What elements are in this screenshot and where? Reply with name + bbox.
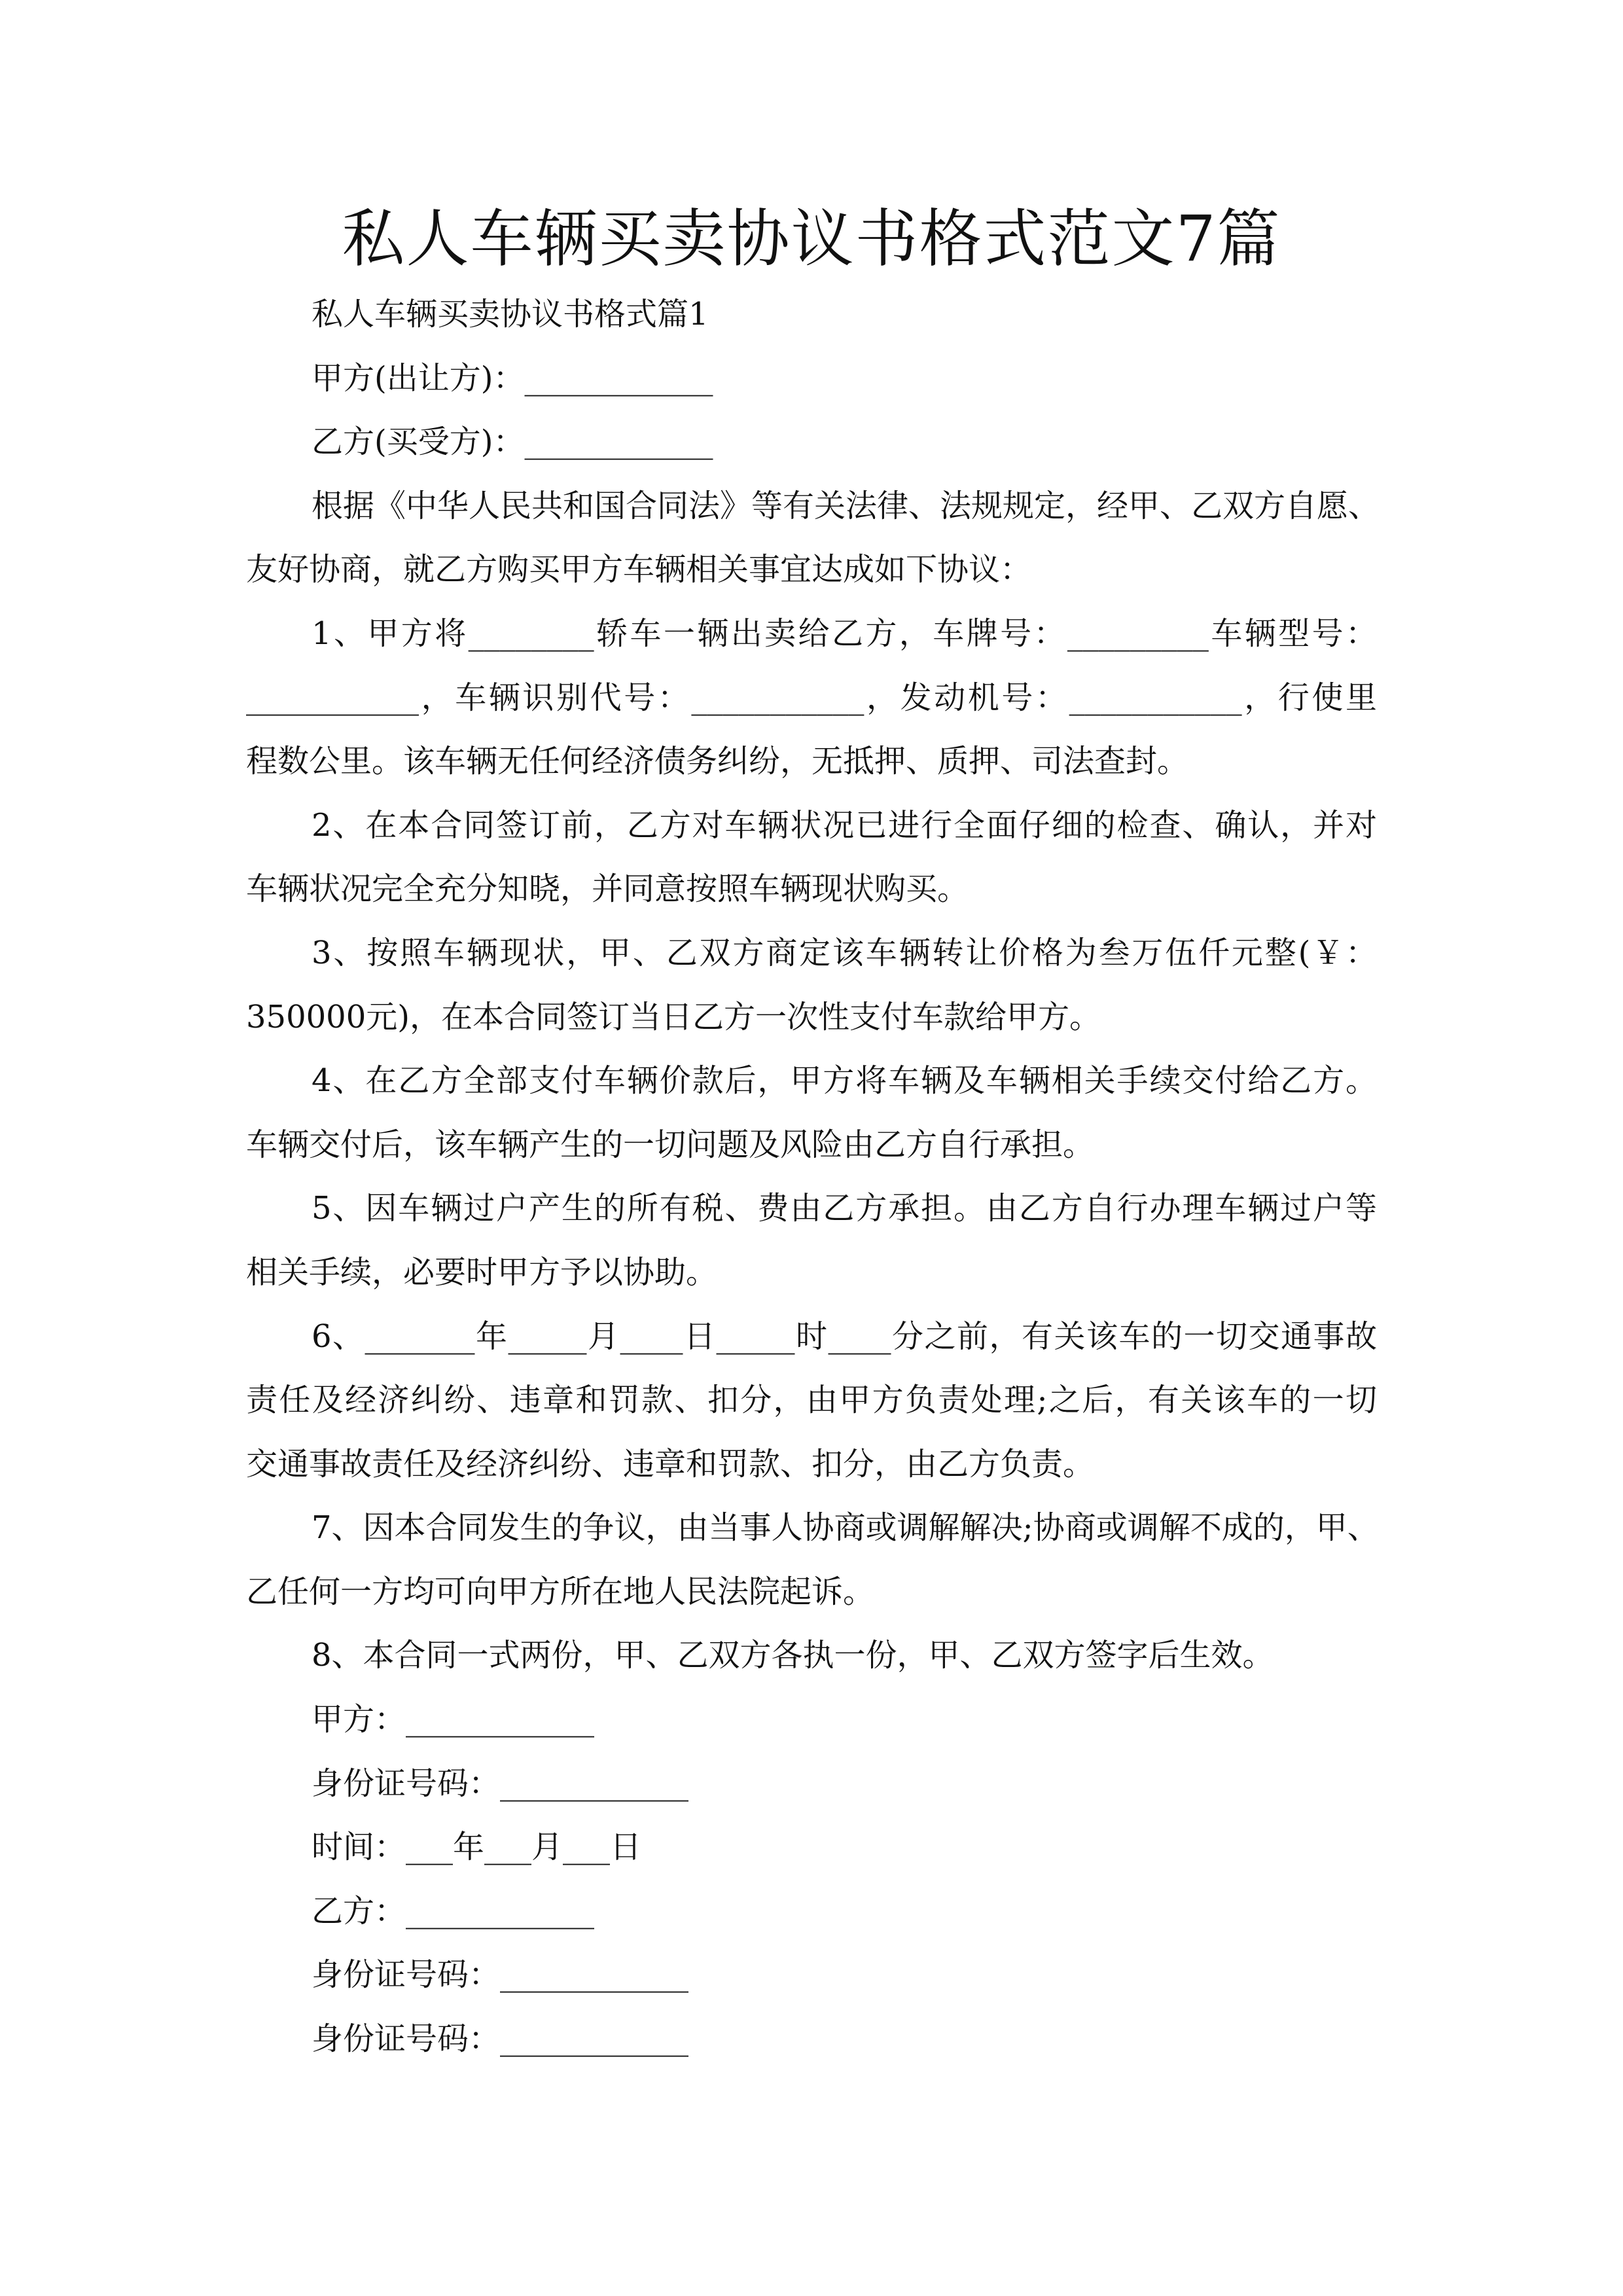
document-title: 私人车辆买卖协议书格式范文7篇: [342, 202, 1281, 276]
paragraph: [246, 475, 1380, 602]
paragraph: [246, 1880, 1377, 1944]
paragraph-line: 3、按照车辆现状，甲、乙双方商定该车辆转让价格为叁万伍仟元整(￥：: [312, 934, 1377, 971]
paragraph: [246, 1688, 1377, 1752]
paragraph-line: 4、在乙方全部支付车辆价款后，甲方将车辆及车辆相关手续交付给乙方。: [312, 1062, 1377, 1100]
paragraph: [246, 347, 1377, 411]
paragraph-line: 身份证号码：____________: [312, 1765, 689, 1802]
paragraph: [246, 410, 1377, 475]
paragraph: [246, 794, 1377, 922]
paragraph-line: 私人车辆买卖协议书格式篇1: [312, 296, 709, 332]
paragraph: [246, 1305, 1377, 1497]
paragraph-line: 车辆交付后，该车辆产生的一切问题及风险由乙方自行承担。: [246, 1126, 1095, 1163]
paragraph-line: 6、_______年_____月____日_____时____分之前，有关该车的一切交通事故: [312, 1318, 1377, 1355]
paragraph-line: 身份证号码：____________: [312, 1956, 689, 1994]
paragraph-line: 程数公里。该车辆无任何经济债务纠纷，无抵押、质押、司法查封。: [246, 743, 1189, 780]
paragraph: [246, 1752, 1377, 1816]
paragraph-line: 交通事故责任及经济纠纷、违章和罚款、扣分，由乙方负责。: [246, 1445, 1095, 1482]
paragraph-line: 1、甲方将________轿车一辆出卖给乙方，车牌号：_________车辆型号：: [312, 615, 1377, 652]
paragraph-line: 相关手续，必要时甲方予以协助。: [246, 1253, 718, 1291]
paragraph-line: 2、在本合同签订前，乙方对车辆状况已进行全面仔细的检查、确认，并对: [312, 806, 1377, 844]
paragraph-line: 5、因车辆过户产生的所有税、费由乙方承担。由乙方自行办理车辆过户等: [312, 1190, 1377, 1227]
document-body: [246, 283, 1380, 2072]
paragraph-line: 乙任何一方均可向甲方所在地人民法院起诉。: [246, 1573, 875, 1610]
paragraph-line: 身份证号码：____________: [312, 2020, 689, 2058]
paragraph: [246, 1624, 1377, 1688]
paragraph-line: 8、本合同一式两份，甲、乙双方各执一份，甲、乙双方签字后生效。: [312, 1637, 1274, 1674]
paragraph: [246, 283, 1377, 347]
paragraph-line: 甲方：____________: [312, 1701, 595, 1738]
paragraph-line: 乙方：____________: [312, 1892, 595, 1929]
paragraph: [246, 922, 1377, 1049]
paragraph: [246, 1049, 1377, 1177]
paragraph-line: 车辆状况完全充分知晓，并同意按照车辆现状购买。: [246, 870, 969, 908]
paragraph-line: 7、因本合同发生的争议，由当事人协商或调解解决;协商或调解不成的，甲、: [312, 1509, 1379, 1547]
paragraph: [246, 2007, 1377, 2072]
paragraph-line: 乙方(买受方)：____________: [312, 423, 713, 461]
paragraph-line: 甲方(出让方)：____________: [312, 359, 713, 397]
paragraph-line: ___________，车辆识别代号：___________，发动机号：___________，行使里: [246, 679, 1377, 716]
paragraph: [246, 602, 1377, 794]
paragraph: [246, 1177, 1377, 1304]
paragraph: [246, 1496, 1377, 1624]
paragraph-line: 责任及经济纠纷、违章和罚款、扣分，由甲方负责处理;之后，有关该车的一切: [246, 1382, 1377, 1419]
paragraph: [246, 1943, 1377, 2007]
paragraph: [246, 1816, 1377, 1880]
paragraph-line: 友好协商，就乙方购买甲方车辆相关事宜达成如下协议：: [246, 551, 1032, 588]
paragraph-line: 根据《中华人民共和国合同法》等有关法律、法规规定，经甲、乙双方自愿、: [312, 487, 1380, 524]
paragraph-line: 350000元)，在本合同签订当日乙方一次性支付车款给甲方。: [246, 998, 1101, 1035]
paragraph-line: 时间：___年___月___日: [312, 1829, 642, 1866]
